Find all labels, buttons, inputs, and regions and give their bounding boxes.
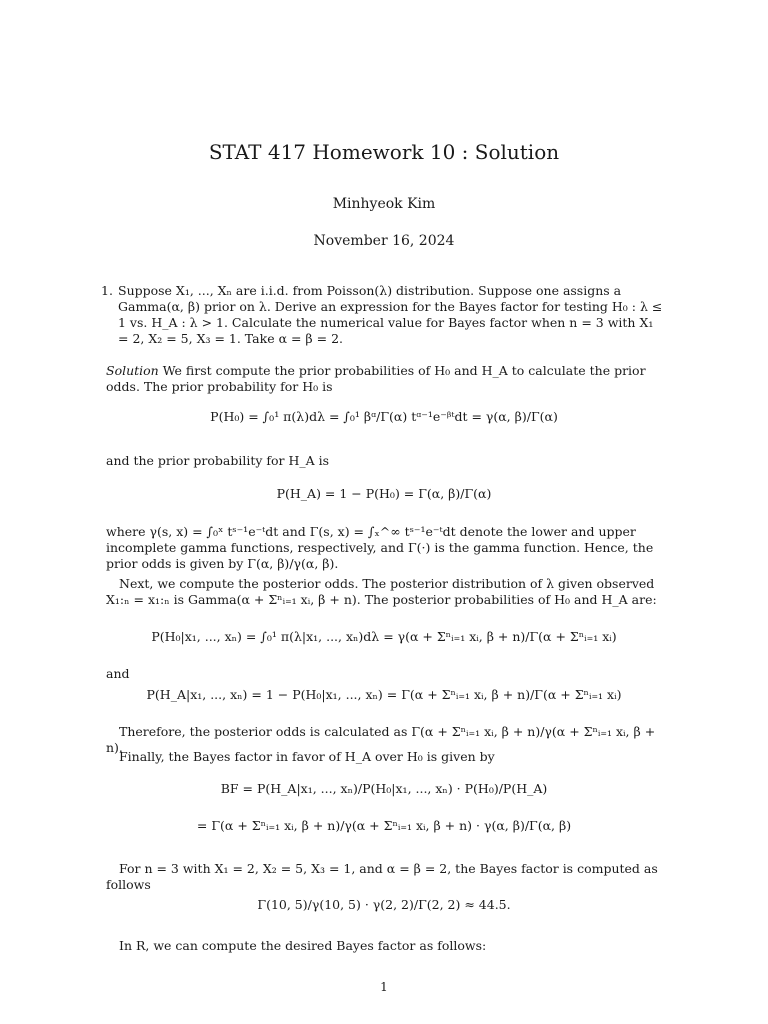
equation-prior-ha: P(H_A) = 1 − P(H₀) = Γ(α, β)/Γ(α): [276, 486, 492, 501]
equation-posterior-h0: P(H₀|x₁, ..., xₙ) = ∫₀¹ π(λ|x₁, ..., xₙ)dλ = γ(α + Σⁿᵢ₌₁ xᵢ, β + n)/Γ(α + Σⁿᵢ₌₁ xᵢ): [151, 629, 617, 644]
document-author: Minhyeok Kim: [332, 196, 436, 212]
equation-prior-h0: P(H₀) = ∫₀¹ π(λ)dλ = ∫₀¹ βᵅ/Γ(α) tᵅ⁻¹e⁻ᵝᵗdt = γ(α, β)/Γ(α): [210, 409, 558, 424]
equation-posterior-ha: P(H_A|x₁, ..., xₙ) = 1 − P(H₀|x₁, ..., xₙ) = Γ(α + Σⁿᵢ₌₁ xᵢ, β + n)/Γ(α + Σⁿᵢ₌₁ xᵢ): [146, 687, 622, 702]
posterior-odds-text: Therefore, the posterior odds is calculated as Γ(α + Σⁿᵢ₌₁ xᵢ, β + n)/γ(α + Σⁿᵢ₌₁ xᵢ, β + n).: [106, 724, 656, 755]
and-word: and: [106, 666, 130, 681]
problem-statement: [101, 283, 663, 347]
posterior-intro: Next, we compute the posterior odds. The posterior distribution of λ given observed X₁:ₙ = x₁:ₙ is Gamma(α + Σⁿᵢ₌₁ xᵢ, β + n). The posterior probabilities of H₀ and H_A are:: [106, 576, 657, 607]
bayes-factor-intro: Finally, the Bayes factor in favor of H_A over H₀ is given by: [119, 749, 495, 764]
numeric-intro: For n = 3 with X₁ = 2, X₂ = 5, X₃ = 1, and α = β = 2, the Bayes factor is computed as follows: [106, 861, 658, 892]
equation-bayes-factor-line2: = Γ(α + Σⁿᵢ₌₁ xᵢ, β + n)/γ(α + Σⁿᵢ₌₁ xᵢ, β + n) · γ(α, β)/Γ(α, β): [196, 818, 572, 833]
equation-bayes-factor-line1: BF = P(H_A|x₁, ..., xₙ)/P(H₀|x₁, ..., xₙ) · P(H₀)/P(H_A): [220, 781, 548, 796]
document-date: November 16, 2024: [313, 233, 455, 249]
gamma-definition: where γ(s, x) = ∫₀ˣ tˢ⁻¹e⁻ᵗdt and Γ(s, x) = ∫ₓ^∞ tˢ⁻¹e⁻ᵗdt denote the lower and upper incomplete gamma functions, respectively, and Γ(·) is the gamma function. Hence, the prior odds is given by Γ(α, β)/γ(α, β).: [106, 524, 654, 571]
r-intro: In R, we can compute the desired Bayes factor as follows:: [119, 938, 487, 953]
page-number: 1: [380, 980, 388, 994]
solution-intro-text: We first compute the prior probabilities of H₀ and H_A to calculate the prior odds. The prior probability for H₀ is: [106, 363, 646, 394]
problem-text: Suppose X₁, ..., Xₙ are i.i.d. from Poisson(λ) distribution. Suppose one assigns a Gamma(α, β) prior on λ. Derive an expression for the Bayes factor for testing H₀ : λ ≤ 1 vs. H_A : λ > 1. Calculate the numerical value for Bayes factor when n = 3 with X₁ = 2, X₂ = 5, X₃ = 1. Take α = β = 2.: [118, 283, 663, 346]
solution-intro: [106, 363, 663, 395]
document-title: STAT 417 Homework 10 : Solution: [208, 140, 560, 164]
prior-ha-intro: and the prior probability for H_A is: [106, 453, 330, 468]
equation-numeric-bf: Γ(10, 5)/γ(10, 5) · γ(2, 2)/Γ(2, 2) ≈ 44.5.: [257, 897, 511, 912]
problem-number: 1.: [101, 283, 113, 298]
solution-label: Solution: [106, 363, 159, 378]
